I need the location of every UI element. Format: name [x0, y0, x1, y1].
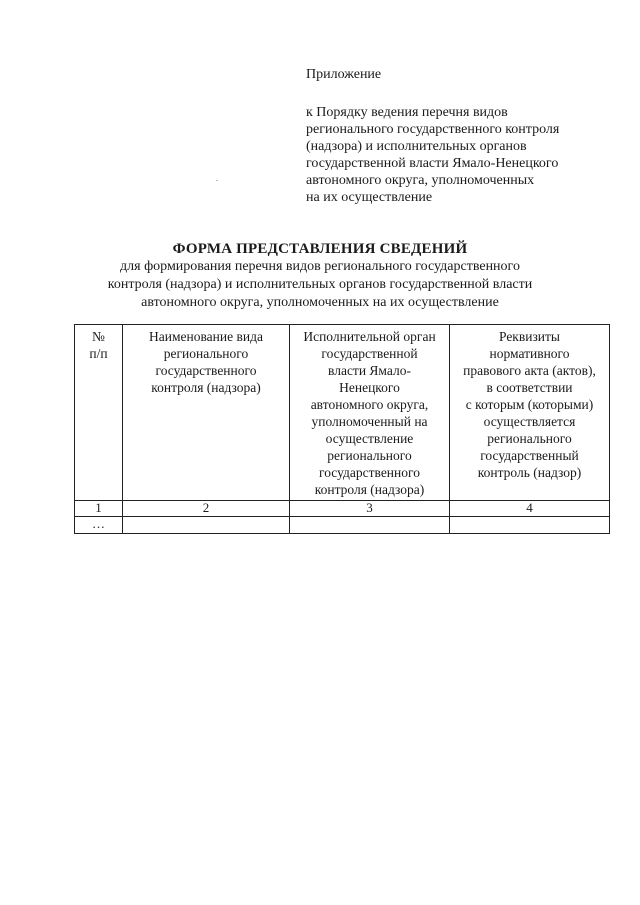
table-cell: [123, 517, 290, 534]
form-subtitle: [0, 258, 640, 312]
column-number: 2: [123, 501, 290, 517]
appendix-line: государственной власти Ямало-Ненецкого: [306, 156, 559, 171]
appendix-line: автономного округа, уполномоченных: [306, 173, 535, 188]
table-row: [75, 517, 610, 534]
table-cell: [290, 517, 450, 534]
column-number: 3: [290, 501, 450, 517]
column-number: 4: [450, 501, 610, 517]
appendix-line: на их осуществление: [306, 190, 433, 205]
form-subtitle-line: автономного округа, уполномоченных на их осуществление: [141, 295, 499, 310]
form-subtitle-line: для формирования перечня видов регионального государственного: [120, 259, 520, 274]
header-number: № п/п: [75, 325, 123, 501]
column-number: 1: [75, 501, 123, 517]
table-cell: …: [75, 517, 123, 534]
appendix-line: к Порядку ведения перечня видов: [306, 105, 508, 120]
header-control-type: Наименование вида регионального государственного контроля (надзора): [123, 325, 290, 501]
form-subtitle-line: контроля (надзора) и исполнительных органов государственной власти: [107, 277, 533, 292]
appendix-line: (надзора) и исполнительных органов: [306, 139, 527, 154]
form-title: ФОРМА ПРЕДСТАВЛЕНИЯ СВЕДЕНИЙ: [172, 241, 468, 257]
register-table: [74, 324, 610, 534]
column-number-row: [75, 501, 610, 517]
scan-speck: [216, 180, 218, 181]
table-header-row: [75, 325, 610, 501]
header-executive-body: Исполнительной орган государственной власти Ямало- Ненецкого автономного округа, уполномоченный на осуществление регионального государственного контроля (надзора): [290, 325, 450, 501]
appendix-reference: [306, 104, 606, 206]
table-cell: [450, 517, 610, 534]
appendix-title: Приложение: [306, 67, 382, 82]
appendix-line: регионального государственного контроля: [306, 122, 560, 137]
header-legal-act: Реквизиты нормативного правового акта (актов), в соответствии с которым (которыми) осуществляется регионального государственный контроль (надзор): [450, 325, 610, 501]
